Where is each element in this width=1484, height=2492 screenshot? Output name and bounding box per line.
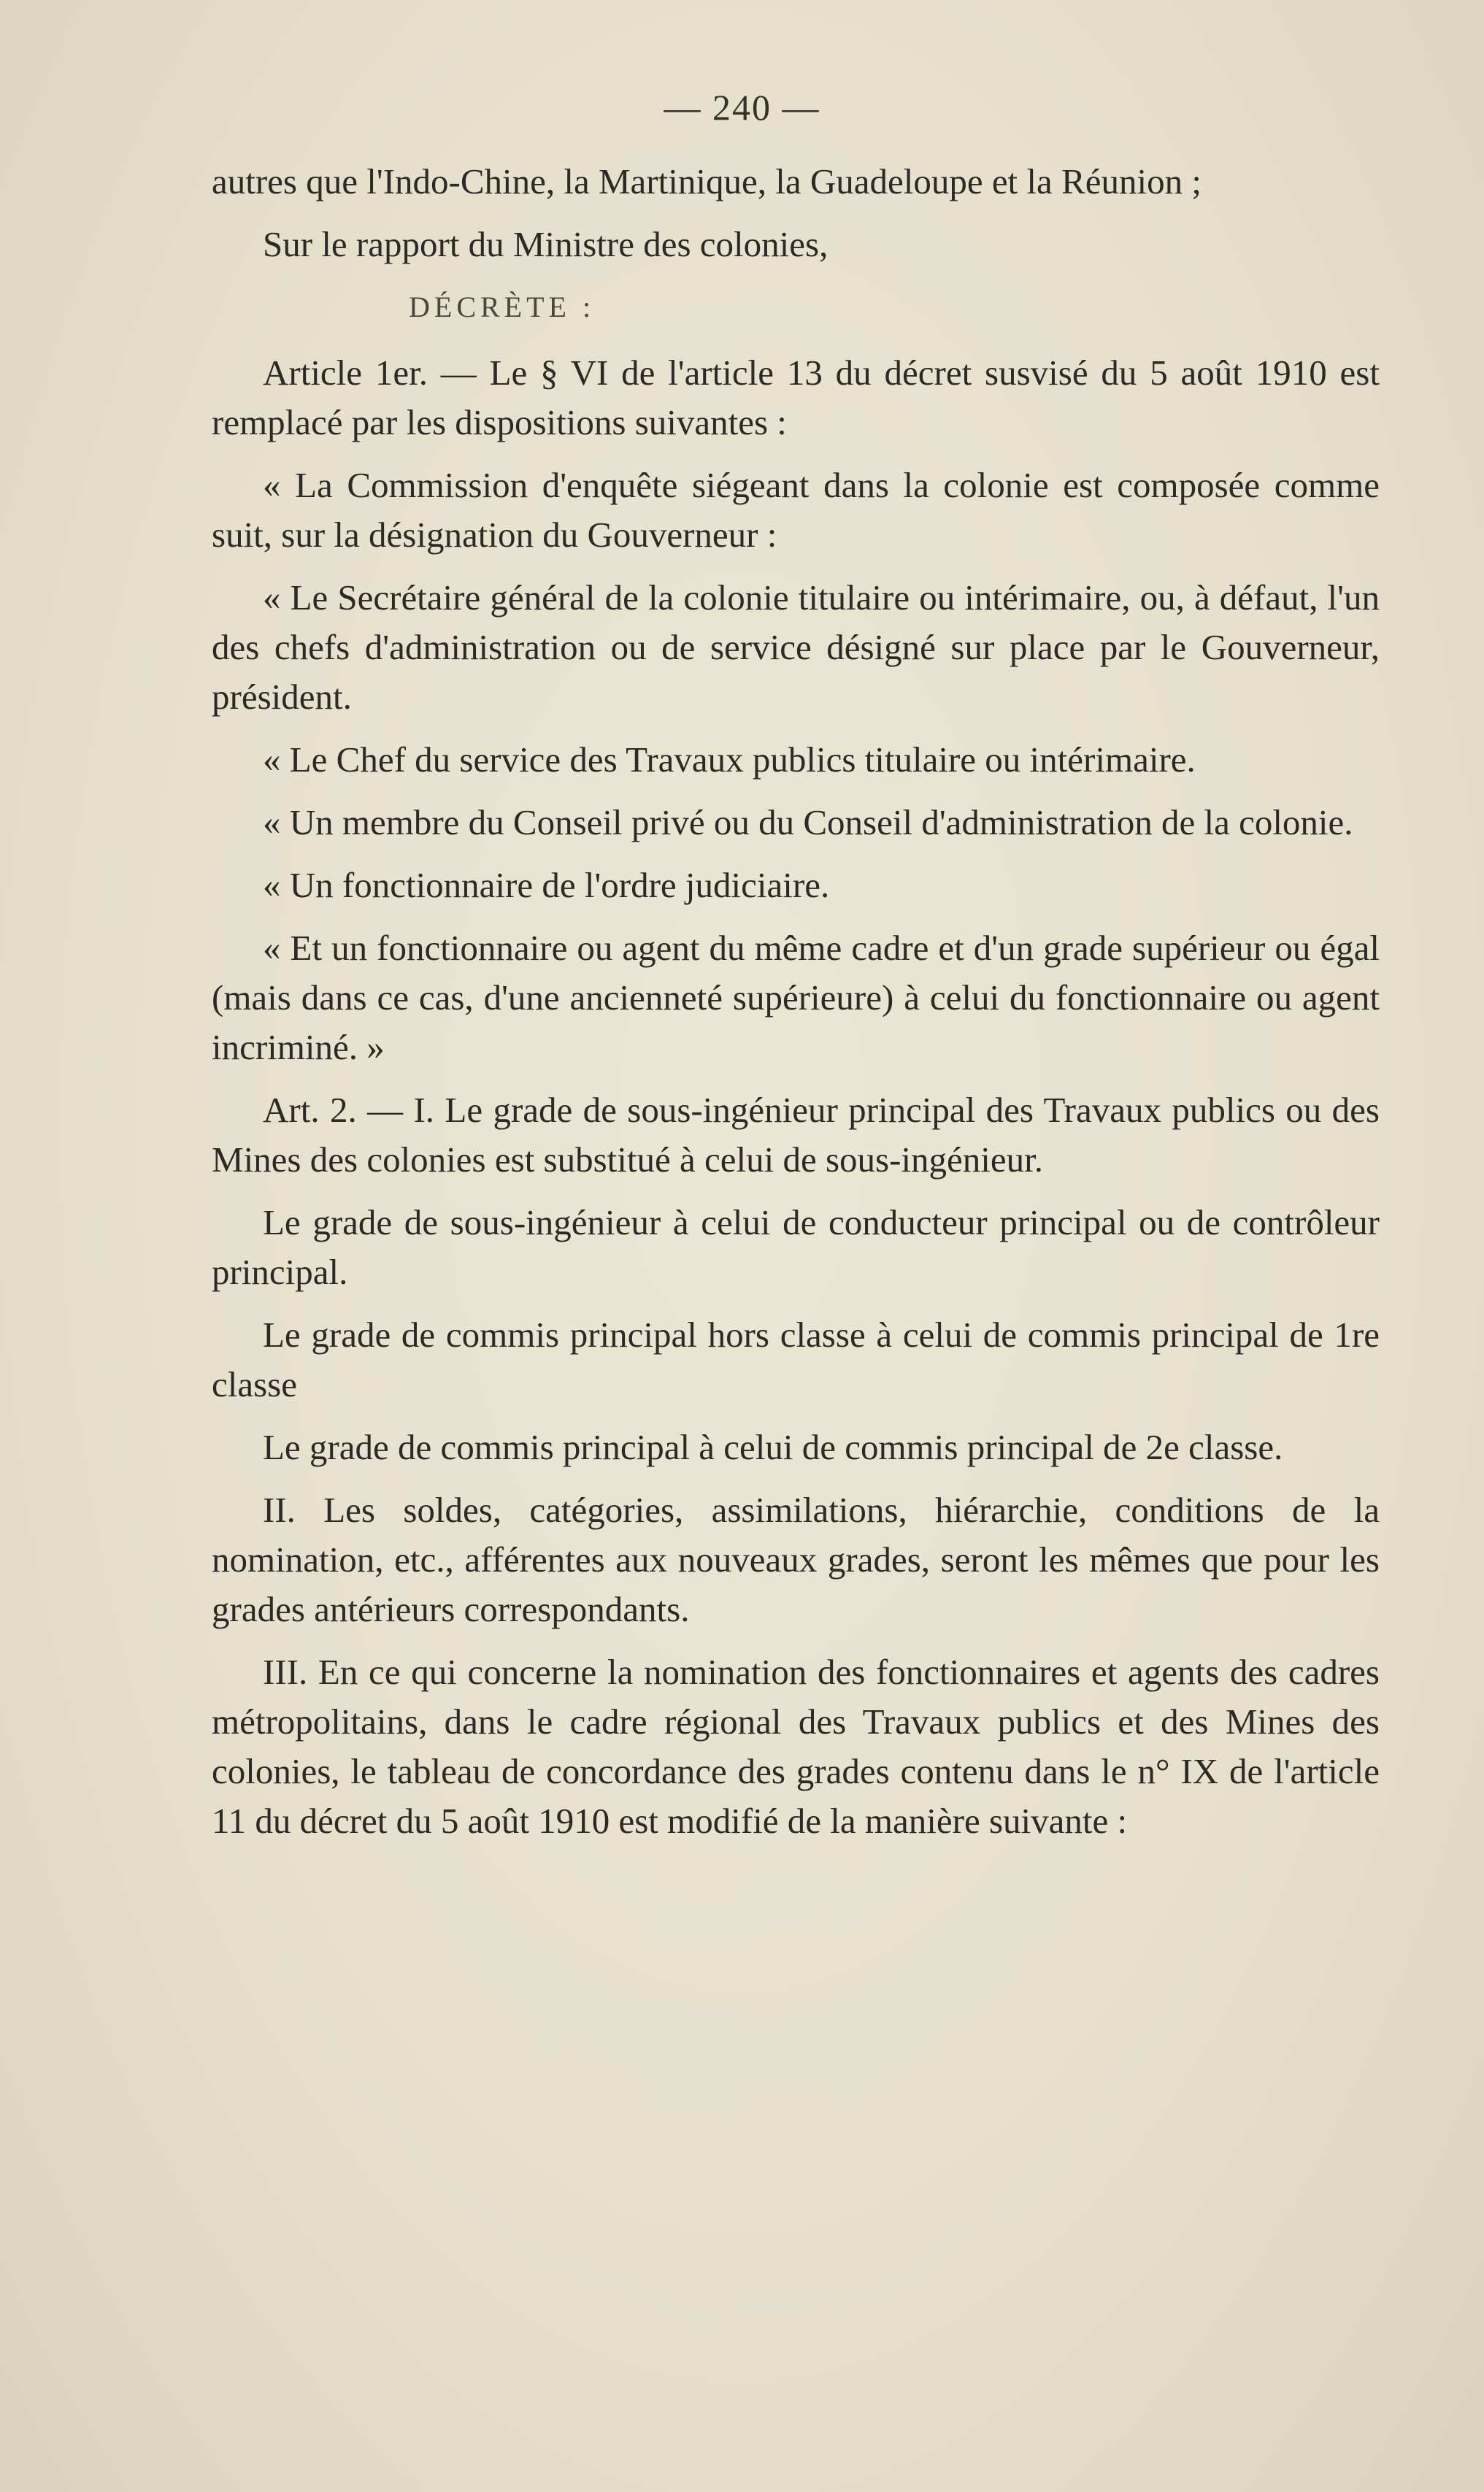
paragraph-article-2-ii: II. Les soldes, catégories, assimilations, hiérarchie, conditions de la nomination, etc., afférentes aux nouveaux grades, seront les mêmes que pour les grades antérieurs correspondants. <box>212 1490 1380 1629</box>
paragraph-2: Sur le rapport du Ministre des colonies, <box>263 224 828 264</box>
paragraph-fonctionnaire-judiciaire: « Un fonctionnaire de l'ordre judiciaire. <box>263 865 830 905</box>
paragraph-article-1: Article 1er. — Le § VI de l'article 13 du décret susvisé du 5 août 1910 est remplacé par les dispositions suivantes : <box>212 353 1380 442</box>
paragraph-grade-commis-principal: Le grade de commis principal à celui de commis principal de 2e classe. <box>263 1427 1283 1467</box>
paragraph-grade-sous-ingenieur: Le grade de sous-ingénieur à celui de conducteur principal ou de contrôleur principal. <box>212 1202 1380 1292</box>
paragraph-grade-commis-hors-classe: Le grade de commis principal hors classe à celui de commis principal de 1re classe <box>212 1315 1380 1404</box>
paragraph-membre-conseil: « Un membre du Conseil privé ou du Conseil d'administration de la colonie. <box>263 802 1353 842</box>
decree-heading: DÉCRÈTE : <box>409 291 596 323</box>
paragraph-secretaire: « Le Secrétaire général de la colonie titulaire ou intérimaire, ou, à défaut, l'un des chefs d'administration ou de service désigné sur place par le Gouverneur, président. <box>212 577 1380 717</box>
paragraph-fonctionnaire-agent: « Et un fonctionnaire ou agent du même cadre et d'un grade supérieur ou égal (mais dans ce cas, d'une ancienneté supérieure) à celui du fonctionnaire ou agent incriminé. » <box>212 928 1380 1067</box>
paragraph-1: autres que l'Indo-Chine, la Martinique, la Guadeloupe et la Réunion ; <box>212 161 1202 201</box>
page-number: — 240 — <box>664 87 820 128</box>
paragraph-article-2-iii: III. En ce qui concerne la nomination des fonctionnaires et agents des cadres métropolitains, dans le cadre régional des Travaux publics et des Mines des colonies, le tableau de concordance des grades contenu dans le n° IX de l'article 11 du décret du 5 août 1910 est modifié de la manière suivante : <box>212 1652 1380 1841</box>
body-text <box>212 157 1380 1859</box>
paragraph-commission: « La Commission d'enquête siégeant dans la colonie est composée comme suit, sur la désignation du Gouverneur : <box>212 465 1380 555</box>
paragraph-article-2-i: Art. 2. — I. Le grade de sous-ingénieur principal des Travaux publics ou des Mines des colonies est substitué à celui de sous-ingénieur. <box>212 1090 1380 1180</box>
paragraph-chef-service: « Le Chef du service des Travaux publics titulaire ou intérimaire. <box>263 739 1196 780</box>
